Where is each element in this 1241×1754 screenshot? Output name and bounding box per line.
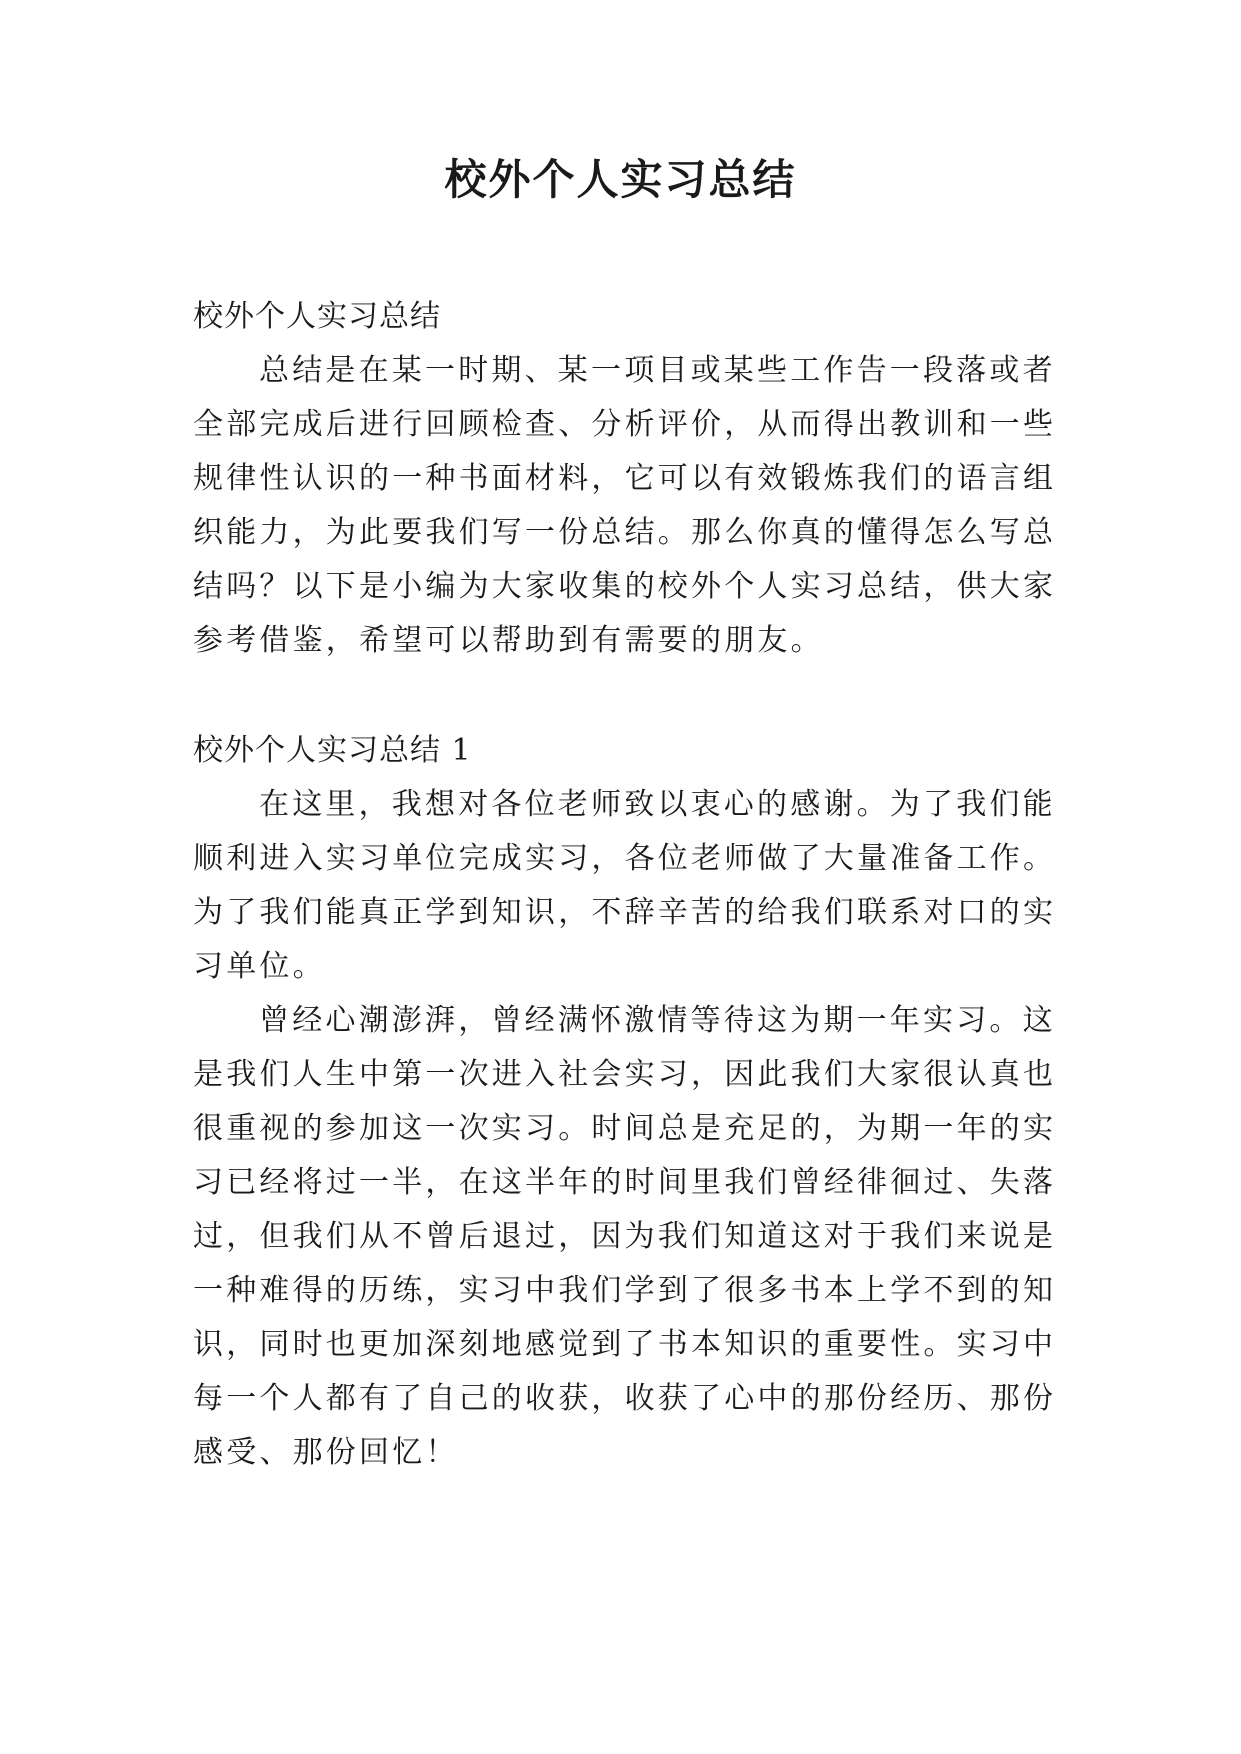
- paragraph-line: 一种难得的历练，实习中我们学到了很多书本上学不到的知: [193, 1273, 1057, 1308]
- section-spacer: [193, 668, 1063, 724]
- intro-paragraph: [193, 344, 1063, 668]
- intro-line: 结吗？以下是小编为大家收集的校外个人实习总结，供大家: [193, 569, 1057, 604]
- paragraph-line: 习单位。: [193, 949, 326, 984]
- paragraph-line: 顺利进入实习单位完成实习，各位老师做了大量准备工作。: [193, 841, 1057, 876]
- section1-heading: 校外个人实习总结 1: [193, 733, 472, 768]
- paragraph-line: 曾经心潮澎湃，曾经满怀激情等待这为期一年实习。这: [259, 1003, 1056, 1038]
- paragraph-line: 识，同时也更加深刻地感觉到了书本知识的重要性。实习中: [193, 1327, 1057, 1362]
- intro-line: 规律性认识的一种书面材料，它可以有效锻炼我们的语言组: [193, 461, 1057, 496]
- paragraph-line: 每一个人都有了自己的收获，收获了心中的那份经历、那份: [193, 1381, 1057, 1416]
- paragraph-line: 习已经将过一半，在这半年的时间里我们曾经徘徊过、失落: [193, 1165, 1057, 1200]
- paragraph-line: 在这里，我想对各位老师致以衷心的感谢。为了我们能: [259, 787, 1056, 822]
- paragraph-line: 是我们人生中第一次进入社会实习，因此我们大家很认真也: [193, 1057, 1057, 1092]
- section1-paragraph-1: [193, 778, 1063, 994]
- document-body: [193, 290, 1063, 1480]
- intro-heading: 校外个人实习总结: [193, 299, 441, 334]
- intro-line: 织能力，为此要我们写一份总结。那么你真的懂得怎么写总: [193, 515, 1057, 550]
- paragraph-line: 感受、那份回忆！: [193, 1435, 459, 1470]
- intro-line: 总结是在某一时期、某一项目或某些工作告一段落或者: [259, 353, 1056, 388]
- section1-paragraph-2: [193, 994, 1063, 1480]
- intro-line: 参考借鉴，希望可以帮助到有需要的朋友。: [193, 623, 824, 658]
- paragraph-line: 为了我们能真正学到知识，不辞辛苦的给我们联系对口的实: [193, 895, 1057, 930]
- paragraph-line: 过，但我们从不曾后退过，因为我们知道这对于我们来说是: [193, 1219, 1057, 1254]
- document-title: 校外个人实习总结: [444, 155, 797, 204]
- paragraph-line: 很重视的参加这一次实习。时间总是充足的，为期一年的实: [193, 1111, 1057, 1146]
- intro-line: 全部完成后进行回顾检查、分析评价，从而得出教训和一些: [193, 407, 1057, 442]
